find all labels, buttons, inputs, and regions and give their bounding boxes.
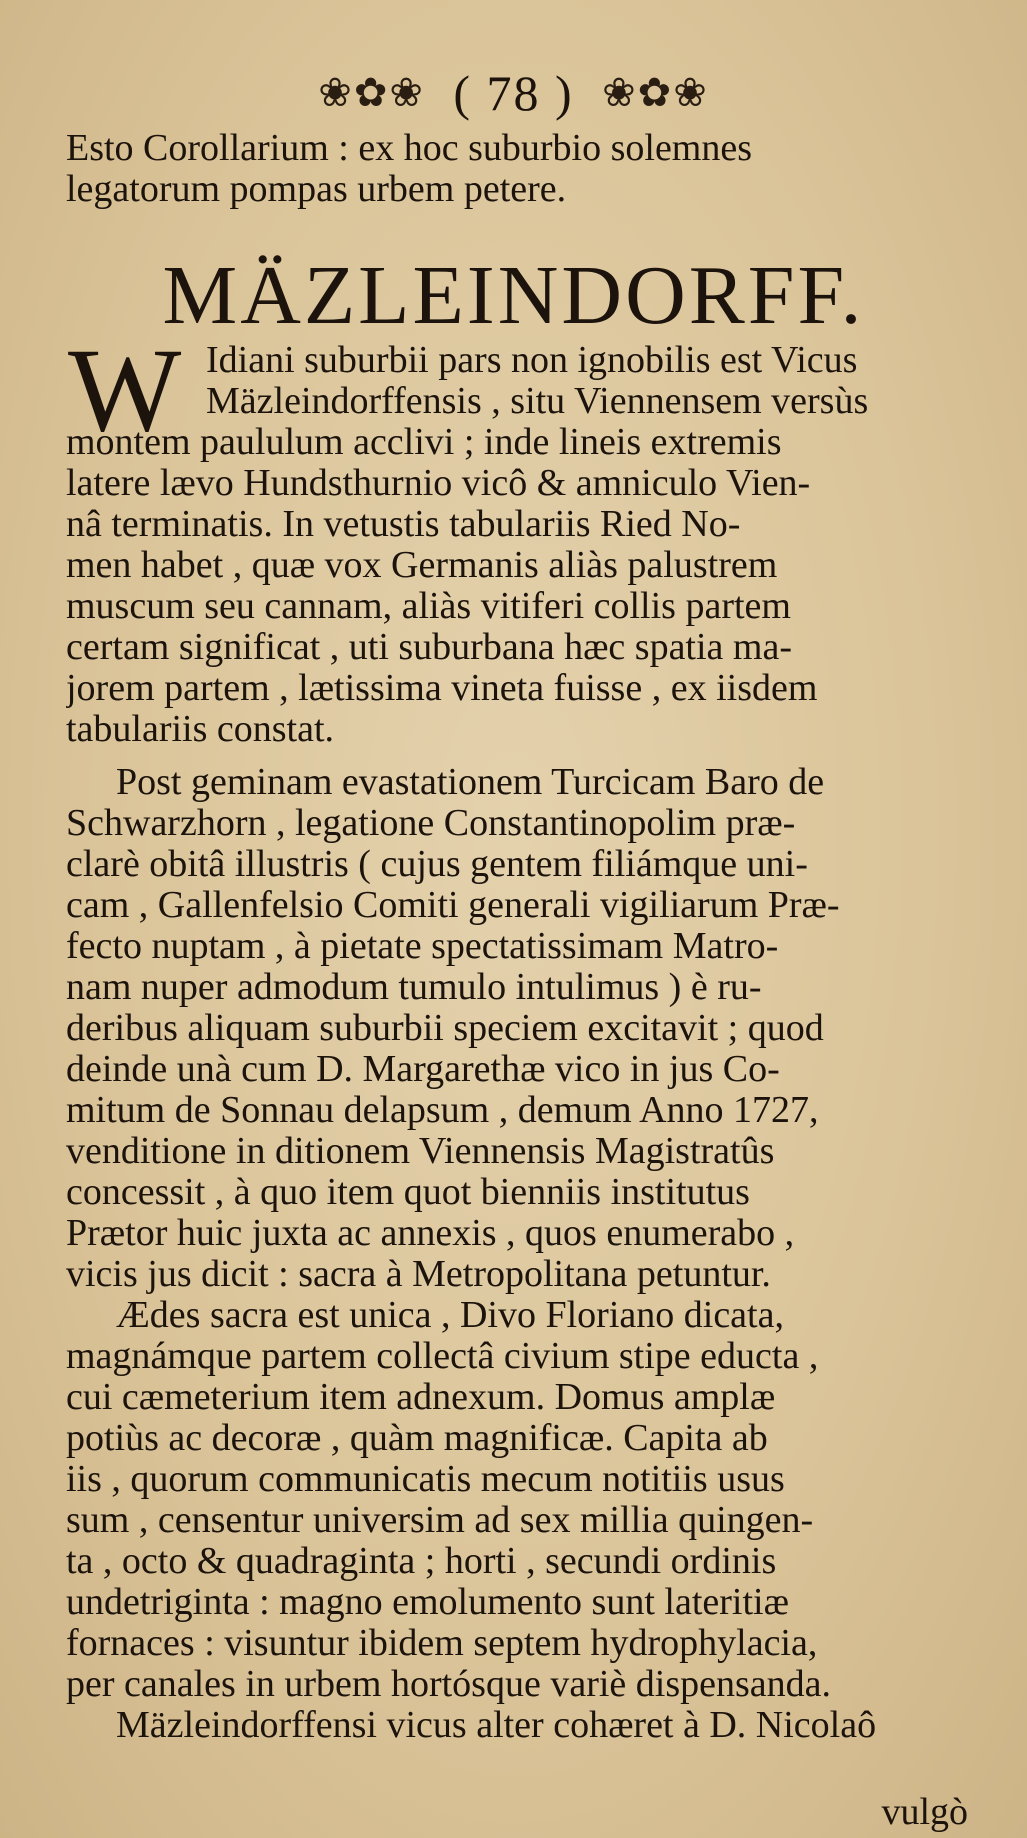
text-line: sum , censentur universim ad sex millia quingen-: [66, 1500, 814, 1541]
text-line: cui cæmeterium item adnexum. Domus amplæ: [66, 1377, 776, 1418]
text-line: muscum seu cannam, aliàs vitiferi collis partem: [66, 586, 791, 627]
text-line: ta , octo & quadraginta ; horti , secundi ordinis: [66, 1541, 777, 1582]
text-line: iis , quorum communicatis mecum notitiis usus: [66, 1459, 785, 1500]
catchword: vulgò: [881, 1791, 968, 1833]
text-line: latere lævo Hundsthurnio vicô & amniculo Vien-: [66, 463, 811, 504]
text-line: clarè obitâ illustris ( cujus gentem filiámque uni-: [66, 844, 808, 885]
text-line: undetriginta : magno emolumento sunt lateritiæ: [66, 1582, 789, 1623]
text-line: legatorum pompas urbem petere.: [66, 169, 567, 210]
text-line: tabulariis constat.: [66, 709, 335, 750]
text-line: fecto nuptam , à pietate spectatissimam Matro-: [66, 926, 779, 967]
text-line: concessit , à quo item quot bienniis institutus: [66, 1172, 750, 1213]
text-line: Post geminam evastationem Turcicam Baro de: [116, 762, 825, 803]
text-line: Mäzleindorffensis , situ Viennensem versùs: [206, 381, 869, 422]
text-line: certam significat , uti suburbana hæc spatia ma-: [66, 627, 792, 668]
text-line: venditione in ditionem Viennensis Magistratûs: [66, 1131, 775, 1172]
drop-cap: W: [68, 323, 182, 456]
paragraph-2: [66, 762, 986, 1746]
right-ornament-icon: ❀✿❀: [602, 70, 709, 116]
page-header: [0, 58, 1027, 122]
text-line: nâ terminatis. In vetustis tabulariis Ried No-: [66, 504, 741, 545]
text-line: per canales in urbem hortósque variè dispensanda.: [66, 1664, 832, 1705]
text-line: montem paululum acclivi ; inde lineis extremis: [66, 422, 782, 463]
text-line: jorem partem , lætissima vineta fuisse , ex iisdem: [66, 668, 818, 709]
text-line: vicis jus dicit : sacra à Metropolitana petuntur.: [66, 1254, 771, 1295]
text-line: potiùs ac decoræ , quàm magnificæ. Capita ab: [66, 1418, 768, 1459]
section-title: MÄZLEINDORFF.: [162, 249, 865, 342]
text-line: Schwarzhorn , legatione Constantinopolim præ-: [66, 803, 796, 844]
text-line: deinde unà cum D. Margarethæ vico in jus Co-: [66, 1049, 780, 1090]
paragraph-1: [66, 323, 986, 750]
text-line: fornaces : visuntur ibidem septem hydrophylacia,: [66, 1623, 818, 1664]
text-line: Esto Corollarium : ex hoc suburbio solemnes: [66, 128, 753, 169]
text-line: Idiani suburbii pars non ignobilis est Vicus: [206, 340, 858, 381]
text-line: magnámque partem collectâ civium stipe educta ,: [66, 1336, 819, 1377]
text-line: nam nuper admodum tumulo intulimus ) è ru-: [66, 967, 762, 1008]
text-line: deribus aliquam suburbii speciem excitavit ; quod: [66, 1008, 824, 1049]
text-line: mitum de Sonnau delapsum , demum Anno 1727,: [66, 1090, 819, 1131]
text-line: Ædes sacra est unica , Divo Floriano dicata,: [116, 1295, 784, 1336]
intro-text: [66, 128, 986, 210]
left-ornament-icon: ❀✿❀: [318, 70, 425, 116]
text-line: cam , Gallenfelsio Comiti generali vigiliarum Præ-: [66, 885, 840, 926]
text-line: Mäzleindorffensi vicus alter cohæret à D. Nicolaô: [116, 1705, 877, 1746]
text-line: men habet , quæ vox Germanis aliàs palustrem: [66, 545, 778, 586]
text-line: Prætor huic juxta ac annexis , quos enumerabo ,: [66, 1213, 795, 1254]
page-number: ( 78 ): [453, 64, 574, 121]
